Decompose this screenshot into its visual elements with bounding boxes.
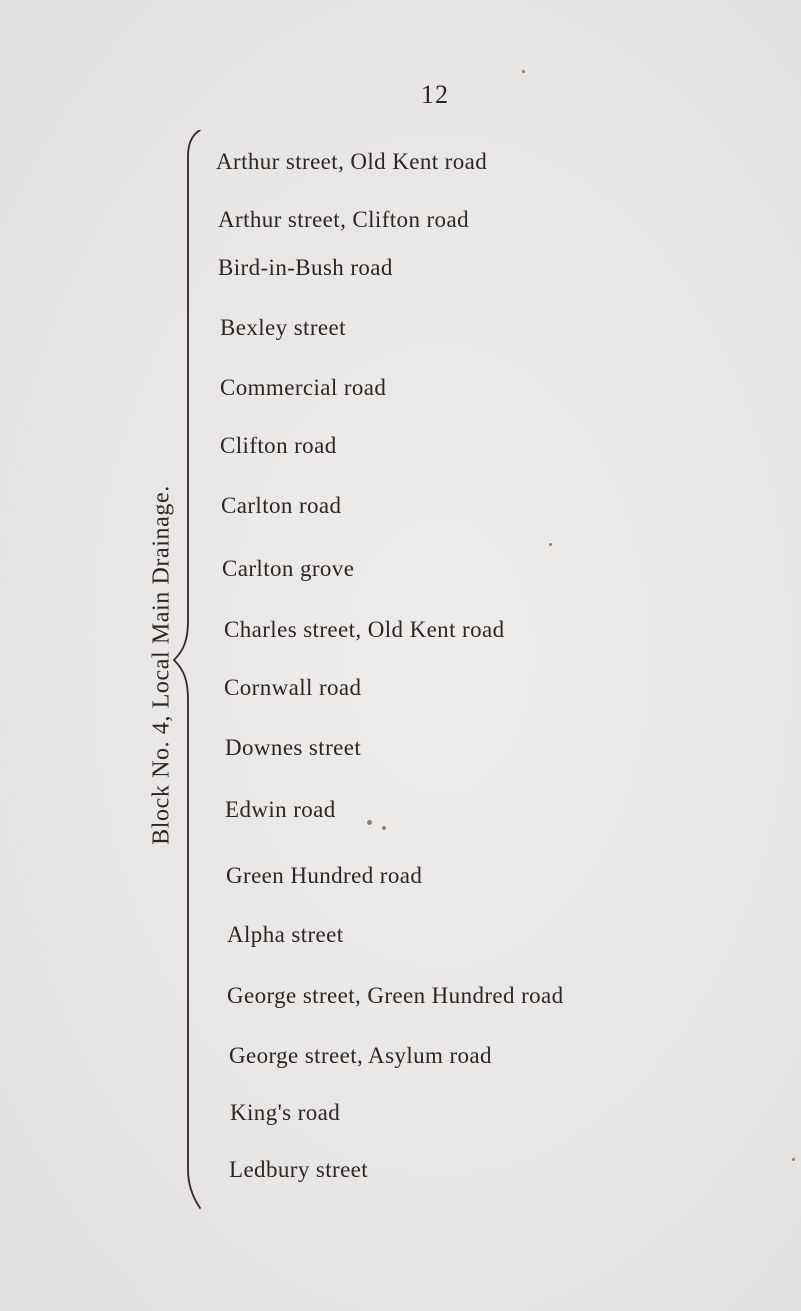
list-item: Charles street, Old Kent road: [224, 617, 505, 642]
list-item: Arthur street, Old Kent road: [216, 149, 488, 174]
list-item: Bird-in-Bush road: [218, 255, 393, 280]
list-item: Carlton road: [221, 493, 342, 518]
list-item: Downes street: [225, 735, 362, 760]
list-item: George street, Green Hundred road: [227, 983, 564, 1008]
list-item: Clifton road: [220, 433, 337, 458]
list-item: George street, Asylum road: [229, 1043, 492, 1068]
block-label: Block No. 4, Local Main Drainage.: [148, 485, 175, 845]
list-item: Arthur street, Clifton road: [218, 207, 469, 232]
ink-speck: [367, 820, 372, 825]
list-item: King's road: [230, 1100, 341, 1125]
list-item: Edwin road: [225, 797, 336, 822]
list-item: Green Hundred road: [226, 863, 423, 888]
list-item: Cornwall road: [224, 675, 362, 700]
list-item: Commercial road: [220, 375, 387, 400]
list-item: Ledbury street: [229, 1157, 369, 1182]
page-number: 12: [421, 80, 449, 109]
ink-speck: [522, 70, 525, 73]
ink-speck: [792, 1158, 795, 1161]
list-item: Carlton grove: [222, 556, 355, 581]
list-item: Bexley street: [220, 315, 346, 340]
ink-speck: [382, 826, 386, 830]
list-item: Alpha street: [227, 922, 344, 947]
ink-speck: [549, 543, 552, 546]
